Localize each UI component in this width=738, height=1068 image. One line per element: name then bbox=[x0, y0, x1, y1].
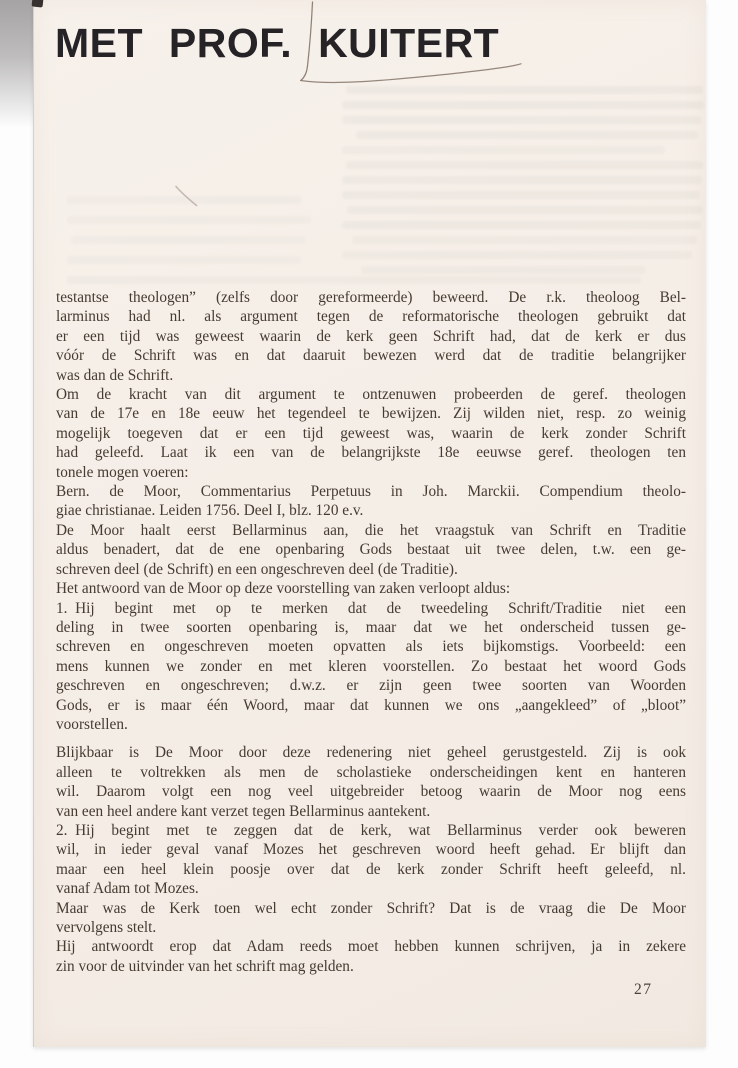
text-line: vanaf Adam tot Mozes. bbox=[56, 880, 199, 898]
ghost-line bbox=[361, 266, 646, 274]
text-line: Blijkbaar is De Moor door deze redenering niet geheel gerustgesteld. Zij is ook bbox=[56, 744, 686, 762]
text-line: aldus benadert, dat de ene openbaring Gods bestaat uit twee delen, t.w. een ge- bbox=[56, 541, 686, 559]
ghost-line bbox=[352, 236, 697, 244]
body-paragraph bbox=[56, 743, 686, 821]
text-line: was dan de Schrift. bbox=[56, 366, 174, 384]
text-line: mens kunnen we zonder en met kleren voorstellen. Zo bestaat het woord Gods bbox=[56, 657, 686, 675]
text-line: had geleefd. Laat ik een van de belangrijkste 18e eeuwse geref. theologen ten bbox=[56, 444, 686, 462]
text-line: 1. Hij begint met op te merken dat de tweedeling Schrift/Traditie niet een bbox=[56, 599, 686, 617]
text-line: larminus had nl. als argument tegen de reformatorische theologen gebruikt dat bbox=[56, 308, 686, 326]
body-paragraph bbox=[56, 937, 686, 976]
ghost-line bbox=[342, 191, 700, 199]
text-line: 2. Hij begint met te zeggen dat de kerk, wat Bellarminus verder ook beweren bbox=[56, 821, 686, 839]
text-line: tonele mogen voeren: bbox=[56, 463, 189, 481]
body-paragraph bbox=[56, 288, 686, 385]
page-number: 27 bbox=[634, 981, 653, 998]
body-paragraph bbox=[56, 899, 686, 938]
text-line: Om de kracht van dit argument te ontzenuwen probeerden de geref. theologen bbox=[56, 386, 686, 404]
ghost-line bbox=[342, 251, 692, 259]
ghost-line bbox=[67, 256, 301, 264]
ghost-line bbox=[342, 176, 702, 184]
text-line: Bern. de Moor, Commentarius Perpetuus in Joh. Marckii. Compendium theolo- bbox=[56, 483, 686, 501]
text-line: vervolgens stelt. bbox=[56, 919, 157, 936]
text-line: alleen te voltrekken als men de scholastieke onderscheidingen kent en hanteren bbox=[56, 763, 686, 781]
text-line: wil. Daarom volgt een nog veel uitgebreider betoog waarin de Moor nog eens bbox=[56, 783, 686, 801]
ghost-line bbox=[356, 131, 698, 139]
text-line: mogelijk toegeven dat er een tijd geweest was, waarin de kerk zonder Schrift bbox=[56, 424, 686, 442]
ghost-line bbox=[67, 196, 301, 204]
text-line: Het antwoord van de Moor op deze voorstelling van zaken verloopt aldus: bbox=[56, 580, 511, 598]
body-paragraph bbox=[56, 579, 686, 598]
ghost-line bbox=[71, 236, 306, 244]
ghost-line bbox=[342, 146, 665, 154]
body-paragraph bbox=[56, 599, 686, 735]
body-paragraph bbox=[56, 821, 686, 899]
text-line: van de 17e en 18e eeuw het tegendeel te bewijzen. Zij wilden niet, resp. zo weinig bbox=[56, 405, 686, 423]
body-paragraph bbox=[56, 385, 686, 482]
text-line: giae christianae. Leiden 1756. Deel I, blz. 120 e.v. bbox=[56, 502, 364, 520]
text-line: deling in twee soorten openbaring is, maar dat we het onderscheid tussen ge- bbox=[56, 618, 686, 636]
ghost-line bbox=[67, 276, 641, 284]
text-line: zin voor de uitvinder van het schrift mag gelden. bbox=[56, 957, 354, 975]
article-text bbox=[56, 288, 686, 976]
ghost-line bbox=[346, 86, 703, 94]
text-line: er een tijd was geweest waarin de kerk geen Schrift had, dat de kerk er dus bbox=[56, 327, 686, 345]
ink-smudge-mark bbox=[32, 0, 44, 8]
ghost-line bbox=[342, 221, 701, 229]
text-line: schreven en ongeschreven moeten opvatten als iets bijkomstigs. Voorbeeld: een bbox=[56, 638, 686, 656]
text-line: Maar was de Kerk toen wel echt zonder Schrift? Dat is de vraag die De Moor bbox=[56, 899, 686, 917]
ghost-line bbox=[342, 116, 701, 124]
book-page bbox=[33, 0, 706, 1047]
text-line: testantse theologen” (zelfs door gereformeerde) beweerd. De r.k. theoloog Bel- bbox=[56, 289, 686, 306]
text-line: van een heel andere kant verzet tegen Bellarminus aantekent. bbox=[56, 802, 431, 820]
scan-edge-shadow bbox=[0, 0, 34, 160]
text-line: geschreven en ongeschreven; d.w.z. er zijn geen twee soorten van Woorden bbox=[56, 677, 686, 695]
text-line: Gods, er is maar één Woord, maar dat kunnen we ons „aangekleed” of „bloot” bbox=[56, 696, 686, 714]
text-line: schreven deel (de Schrift) en een ongeschreven deel (de Traditie). bbox=[56, 560, 458, 578]
text-line: vóór de Schrift was en dat daaruit bewezen werd dat de traditie belangrijker bbox=[56, 347, 686, 365]
ghost-line bbox=[347, 206, 703, 214]
body-paragraph bbox=[56, 521, 686, 579]
text-line: De Moor haalt eerst Bellarminus aan, die het vraagstuk van Schrift en Traditie bbox=[56, 521, 686, 539]
text-line: voorstellen. bbox=[56, 715, 128, 733]
text-line: wil, in ieder geval vanaf Mozes het geschreven woord heeft gehad. Er blijft dan bbox=[56, 841, 686, 859]
page-title: MET PROF. KUITERT bbox=[55, 20, 500, 66]
text-line: Hij antwoordt erop dat Adam reeds moet hebben kunnen schrijven, ja in zekere bbox=[56, 938, 686, 956]
ghost-line bbox=[67, 216, 311, 224]
body-paragraph bbox=[56, 482, 686, 521]
ghost-line bbox=[342, 101, 704, 109]
text-line: maar een heel klein poosje over dat de kerk zonder Schrift heeft geleefd, nl. bbox=[56, 860, 686, 878]
ghost-line bbox=[346, 161, 703, 169]
